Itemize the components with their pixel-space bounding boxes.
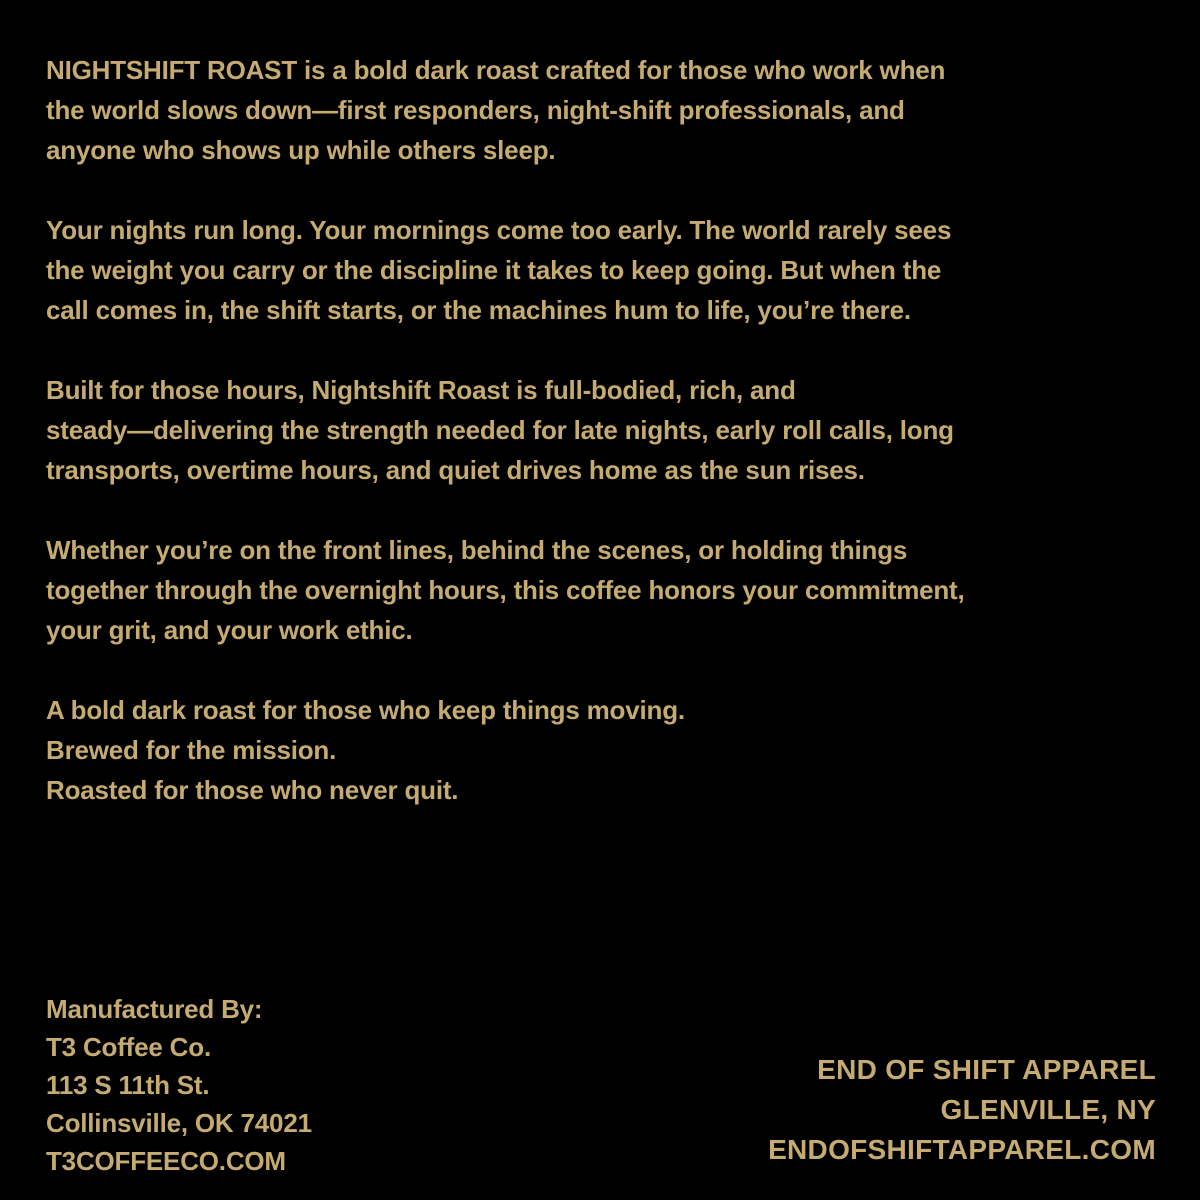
manufacturer-city: Collinsville, OK 74021 [46, 1108, 312, 1138]
honors-paragraph [46, 530, 1166, 650]
manufacturer-block [46, 990, 312, 1180]
closing-paragraph [46, 690, 1166, 810]
text-line: the world slows down—first responders, night-shift professionals, and [46, 95, 905, 125]
manufacturer-heading: Manufactured By: [46, 994, 263, 1024]
text-line: steady—delivering the strength needed for late nights, early roll calls, long [46, 415, 954, 445]
product-description [46, 50, 1166, 850]
brand-name: END OF SHIFT APPAREL [817, 1054, 1156, 1085]
brand-location: GLENVILLE, NY [940, 1094, 1156, 1125]
text-line: anyone who shows up while others sleep. [46, 135, 556, 165]
tagline-line: Roasted for those who never quit. [46, 775, 459, 805]
manufacturer-street: 113 S 11th St. [46, 1070, 210, 1100]
text-line: NIGHTSHIFT ROAST is a bold dark roast crafted for those who work when [46, 55, 946, 85]
text-line: transports, overtime hours, and quiet drives home as the sun rises. [46, 455, 865, 485]
text-line: your grit, and your work ethic. [46, 615, 413, 645]
brand-block [768, 1050, 1156, 1170]
text-line: Your nights run long. Your mornings come too early. The world rarely sees [46, 215, 952, 245]
built-for-paragraph [46, 370, 1166, 490]
text-line: together through the overnight hours, this coffee honors your commitment, [46, 575, 965, 605]
tagline-line: Brewed for the mission. [46, 735, 337, 765]
text-line: call comes in, the shift starts, or the machines hum to life, you’re there. [46, 295, 911, 325]
brand-website: ENDOFSHIFTAPPAREL.COM [768, 1134, 1156, 1165]
manufacturer-website: T3COFFEECO.COM [46, 1146, 286, 1176]
text-line: Built for those hours, Nightshift Roast is full-bodied, rich, and [46, 375, 796, 405]
manufacturer-name: T3 Coffee Co. [46, 1032, 211, 1062]
nights-paragraph [46, 210, 1166, 330]
text-line: the weight you carry or the discipline it takes to keep going. But when the [46, 255, 942, 285]
intro-paragraph [46, 50, 1166, 170]
text-line: Whether you’re on the front lines, behind the scenes, or holding things [46, 535, 908, 565]
tagline-line: A bold dark roast for those who keep things moving. [46, 695, 685, 725]
